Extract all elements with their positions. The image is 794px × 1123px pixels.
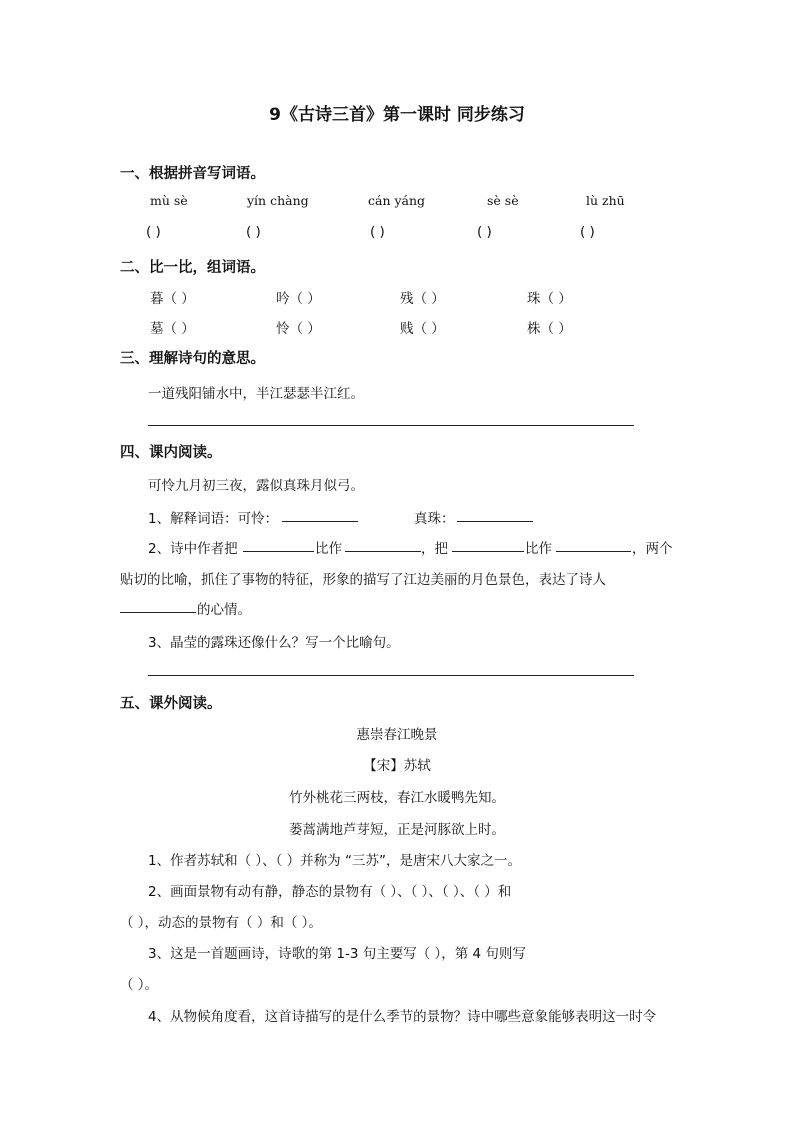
question-2-text: 贴切的比喻，抓住了事物的特征，形象的描写了江边美丽的月色景色，表达了诗人 bbox=[120, 572, 606, 588]
compare-item[interactable]: 暮（ ） bbox=[150, 291, 195, 307]
question-3-text: 3、这是一首题画诗，诗歌的第 1-3 句主要写（ ），第 4 句则写 bbox=[148, 946, 526, 962]
blank[interactable] bbox=[345, 551, 421, 552]
pinyin-3: cán yáng bbox=[368, 193, 426, 208]
compare-item[interactable]: 墓（ ） bbox=[150, 321, 195, 337]
compare-item[interactable]: 贱（ ） bbox=[400, 321, 445, 337]
question-1-text: 1、作者苏轼和（ ）、（ ）并称为 “三苏”，是唐宋八大家之一。 bbox=[148, 853, 521, 869]
question-2-text: 比作 bbox=[525, 541, 552, 557]
question-2-text: ，两个 bbox=[632, 541, 673, 557]
blank[interactable] bbox=[452, 551, 524, 552]
pinyin-2: yín chàng bbox=[247, 193, 309, 208]
answer-line[interactable] bbox=[148, 675, 634, 676]
answer-paren-4[interactable]: ( ) bbox=[477, 224, 492, 240]
poem-line: 可怜九月初三夜，露似真珠月似弓。 bbox=[148, 478, 364, 494]
answer-paren-1[interactable]: ( ) bbox=[146, 224, 161, 240]
pinyin-1: mù sè bbox=[150, 193, 188, 208]
question-2-text: 2、诗中作者把 bbox=[148, 541, 238, 557]
section-1-heading: 一、根据拼音写词语。 bbox=[120, 166, 265, 182]
question-2-text: 比作 bbox=[315, 541, 342, 557]
answer-paren-2[interactable]: ( ) bbox=[246, 224, 261, 240]
question-1-label: 1、解释词语：可怜： bbox=[148, 511, 279, 527]
compare-item[interactable]: 怜（ ） bbox=[276, 321, 321, 337]
blank-zhenzhu[interactable] bbox=[457, 521, 533, 522]
answer-paren-3[interactable]: ( ) bbox=[370, 224, 385, 240]
question-3-text: 3、晶莹的露珠还像什么？写一个比喻句。 bbox=[148, 635, 400, 651]
compare-item[interactable]: 株（ ） bbox=[527, 321, 572, 337]
question-2-text: 的心情。 bbox=[197, 602, 251, 618]
question-2-text: 2、画面景物有动有静，静态的景物有（ ）、（ ）、（ ）、（ ）和 bbox=[148, 884, 512, 900]
poem-line: 竹外桃花三两枝，春江水暖鸭先知。 bbox=[289, 790, 505, 806]
poem-line: 蒌蒿满地芦芽短，正是河豚欲上时。 bbox=[289, 822, 505, 838]
section-5-heading: 五、课外阅读。 bbox=[120, 696, 222, 712]
answer-paren-5[interactable]: ( ) bbox=[580, 224, 595, 240]
section-4-heading: 四、课内阅读。 bbox=[120, 445, 222, 461]
question-2-text: （ ），动态的景物有（ ）和（ ）。 bbox=[120, 915, 322, 931]
pinyin-4: sè sè bbox=[487, 193, 519, 208]
page-title: 9《古诗三首》第一课时 同步练习 bbox=[269, 105, 525, 125]
question-2-text: ，把 bbox=[421, 541, 448, 557]
poem-author: 【宋】苏轼 bbox=[363, 758, 431, 774]
blank[interactable] bbox=[556, 551, 631, 552]
blank-keling[interactable] bbox=[282, 521, 358, 522]
section-2-heading: 二、比一比，组词语。 bbox=[120, 260, 265, 276]
compare-item[interactable]: 残（ ） bbox=[400, 291, 445, 307]
question-3-text: （ ）。 bbox=[120, 977, 159, 993]
compare-item[interactable]: 珠（ ） bbox=[527, 291, 572, 307]
poem-line: 一道残阳铺水中，半江瑟瑟半江红。 bbox=[148, 386, 364, 402]
question-4-text: 4、从物候角度看，这首诗描写的是什么季节的景物？诗中哪些意象能够表明这一时令 bbox=[148, 1009, 657, 1025]
question-1-label-b: 真珠： bbox=[414, 511, 455, 527]
pinyin-5: lù zhū bbox=[586, 193, 625, 208]
answer-line[interactable] bbox=[148, 425, 634, 426]
compare-item[interactable]: 吟（ ） bbox=[276, 291, 321, 307]
poem-title: 惠崇春江晚景 bbox=[356, 727, 438, 743]
section-3-heading: 三、理解诗句的意思。 bbox=[120, 351, 265, 367]
blank[interactable] bbox=[120, 612, 196, 613]
blank[interactable] bbox=[243, 551, 314, 552]
